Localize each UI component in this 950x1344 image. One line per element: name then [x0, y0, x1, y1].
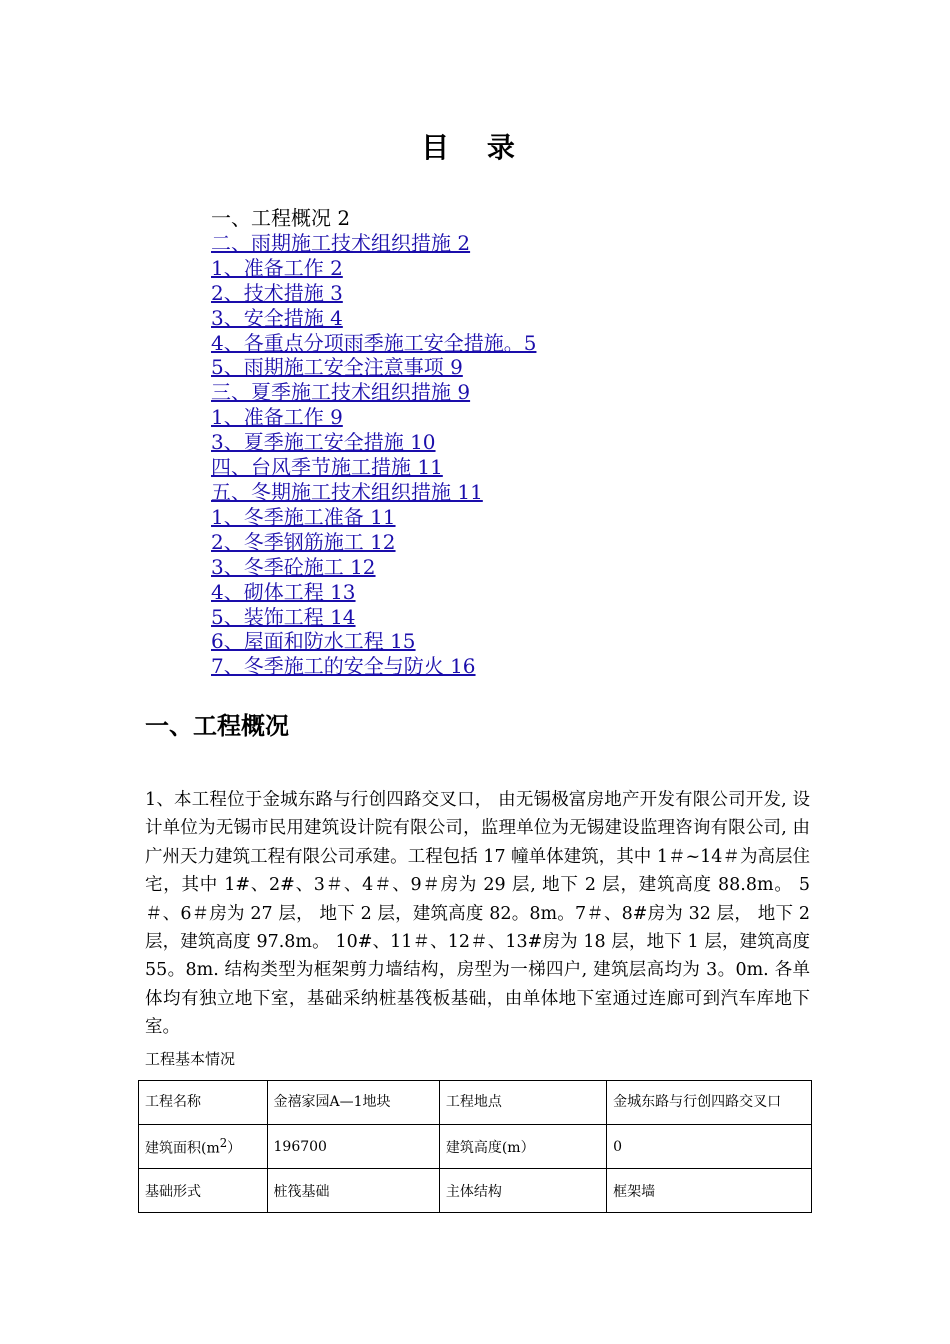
- toc-item[interactable]: [211, 455, 536, 480]
- toc-link[interactable]: 五、冬期施工技术组织措施 11: [211, 479, 483, 504]
- toc-link[interactable]: 2、冬季钢筋施工 12: [211, 529, 396, 554]
- cell-text: ）: [227, 1140, 242, 1157]
- toc-item[interactable]: [211, 654, 536, 679]
- toc-item[interactable]: [211, 555, 536, 580]
- toc-item[interactable]: [211, 231, 536, 256]
- toc-item[interactable]: [211, 380, 536, 405]
- toc-item-text: 一、工程概况 2: [211, 206, 351, 230]
- body-paragraph: 1、本工程位于金城东路与行创四路交叉口， 由无锡极富房地产开发有限公司开发, 设计单位为无锡市民用建筑设计院有限公司，监理单位为无锡建设监理咨询有限公司, 由广州天力建筑工程有限公司承建。工程包括 17 幢单体建筑，其中 1＃~14＃为高层住宅，其中 1#、2#、3＃、4＃、9＃房为 29 层, 地下 2 层，建筑高度 88.8m。 5＃、6＃房为 27 层， 地下 2 层，建筑高度 82。8m。7＃、8#房为 32 层， 地下 2 层，建筑高度 97.8m。 10#、11＃、12＃、13#房为 18 层，地下 1 层，建筑高度 55。8m. 结构类型为框架剪力墙结构，房型为一梯四户, 建筑层高均为 3。0m. 各单体均有独立地下室，基础采纳桩基筏板基础，由单体地下室通过连廊可到汽车库地下室。: [145, 790, 810, 1038]
- toc-item[interactable]: [211, 430, 536, 455]
- toc-link[interactable]: 1、准备工作 9: [211, 405, 343, 430]
- toc-item[interactable]: [211, 480, 536, 505]
- toc-link[interactable]: 4、各重点分项雨季施工安全措施。5: [211, 330, 537, 355]
- toc-title: 目 录: [421, 131, 529, 164]
- toc-item[interactable]: [211, 530, 536, 555]
- table-cell: 196700: [267, 1125, 439, 1169]
- toc-link[interactable]: 7、冬季施工的安全与防火 16: [211, 654, 476, 679]
- toc-item[interactable]: [211, 580, 536, 605]
- superscript: 2: [219, 1135, 228, 1150]
- table-cell: 工程地点: [439, 1081, 606, 1125]
- table-row: [139, 1125, 812, 1169]
- cell-text: 建筑面积(m: [145, 1140, 220, 1157]
- table-cell: 0: [607, 1125, 812, 1169]
- section-heading: 一、工程概况: [145, 712, 289, 740]
- table-cell: 金城东路与行创四路交叉口: [607, 1081, 812, 1125]
- table-cell: 建筑高度(m）: [439, 1125, 606, 1169]
- toc-item[interactable]: [211, 605, 536, 630]
- table-caption: 工程基本情况: [145, 1050, 236, 1068]
- table-cell: 框架墙: [607, 1169, 812, 1213]
- table-cell: 基础形式: [139, 1169, 268, 1213]
- toc-link[interactable]: 3、安全措施 4: [211, 305, 343, 330]
- table-row: [139, 1081, 812, 1125]
- toc-link[interactable]: 3、夏季施工安全措施 10: [211, 430, 436, 455]
- toc-link[interactable]: 3、冬季砼施工 12: [211, 554, 376, 579]
- project-info-table: [138, 1080, 812, 1213]
- table-cell: 工程名称: [139, 1081, 268, 1125]
- toc-item[interactable]: [211, 405, 536, 430]
- toc-link[interactable]: 4、砌体工程 13: [211, 579, 356, 604]
- table-of-contents: [211, 206, 536, 679]
- toc-link[interactable]: 2、技术措施 3: [211, 280, 343, 305]
- table-row: [139, 1169, 812, 1213]
- toc-link[interactable]: 5、装饰工程 14: [211, 604, 356, 629]
- toc-item[interactable]: [211, 505, 536, 530]
- toc-item[interactable]: [211, 629, 536, 654]
- toc-item[interactable]: [211, 331, 536, 356]
- toc-link[interactable]: 6、屋面和防水工程 15: [211, 629, 416, 654]
- toc-link[interactable]: 三、夏季施工技术组织措施 9: [211, 380, 471, 405]
- toc-item[interactable]: [211, 256, 536, 281]
- toc-item[interactable]: [211, 206, 536, 231]
- toc-link[interactable]: 5、雨期施工安全注意事项 9: [211, 355, 463, 380]
- toc-item[interactable]: [211, 306, 536, 331]
- table-cell: 主体结构: [439, 1169, 606, 1213]
- toc-link[interactable]: 二、雨期施工技术组织措施 2: [211, 230, 471, 255]
- toc-item[interactable]: [211, 281, 536, 306]
- toc-link[interactable]: 四、台风季节施工措施 11: [211, 455, 443, 480]
- toc-link[interactable]: 1、准备工作 2: [211, 255, 343, 280]
- toc-link[interactable]: 1、冬季施工准备 11: [211, 504, 396, 529]
- toc-item[interactable]: [211, 355, 536, 380]
- table-cell: [139, 1125, 268, 1169]
- table-cell: 金禧家园A—1地块: [267, 1081, 439, 1125]
- table-cell: 桩筏基础: [267, 1169, 439, 1213]
